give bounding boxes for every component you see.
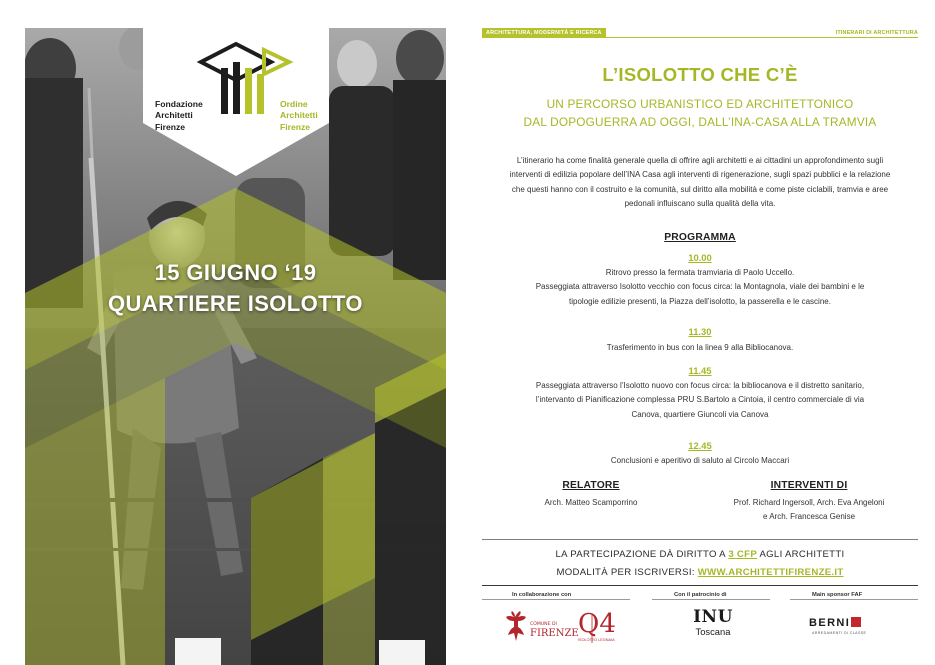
divider <box>482 585 918 586</box>
relatore-heading: RELATORE <box>562 480 620 491</box>
schedule-time: 11.30 <box>688 326 712 337</box>
cfp-notice: LA PARTECIPAZIONE DÀ DIRITTO A 3 CFP AGLI ARCHITETTI <box>555 549 845 560</box>
berni-logo: BERNI <box>809 617 861 629</box>
foundation-logo-text: Fondazione Architetti Firenze <box>155 99 203 132</box>
programma-heading: PROGRAMMA <box>664 232 736 243</box>
footer-rule <box>652 599 770 600</box>
footer-rule <box>482 599 630 600</box>
event-poster <box>25 28 446 665</box>
series-tag: ITINERARI DI ARCHITETTURA <box>835 30 918 36</box>
schedule-time: 10.00 <box>688 252 712 263</box>
q4-logo: Q4 ISOLOTTO LEGNAIA <box>578 609 616 642</box>
signup-link[interactable]: WWW.ARCHITETTIFIRENZE.IT <box>697 567 844 578</box>
poster-place: QUARTIERE ISOLOTTO <box>108 291 363 316</box>
inu-toscana-logo: INU Toscana <box>693 607 733 637</box>
category-tag: ARCHITETTURA, MODERNITÀ E RICERCA <box>482 28 606 38</box>
schedule-description: Ritrovo presso la fermata tramviaria di Paolo Uccello. Passeggiata attraverso Isolotto vecchio con focus circa: la Montagnola, viale dei bambini e le tipologie edilizie presenti, la Piazza dell’isolotto, la passerella e le cascine. <box>535 268 865 306</box>
berni-mark-icon <box>851 617 861 627</box>
schedule-description: Passeggiata attraverso l’Isolotto nuovo con focus circa: la bibliocanova e il distretto sanitario, l’intervanto di Pianificazione complessa PRU S.Bartolo a Cintoia, il centro commerciale di via Canova, quartiere Giuncoli via Canova <box>535 381 865 419</box>
collab-label: In collaborazione con <box>512 592 572 598</box>
interventi-heading: INTERVENTI DI <box>770 480 848 491</box>
event-title: L’ISOLOTTO CHE C’È <box>602 64 798 85</box>
comune-big-text: FIRENZE <box>530 628 579 639</box>
signup-notice: MODALITÀ PER ISCRIVERSI: WWW.ARCHITETTIFIRENZE.IT <box>556 567 844 578</box>
relatore-name: Arch. Matteo Scamporrino <box>544 498 638 507</box>
intro-paragraph: L’itinerario ha come finalità generale quella di offrire agli architetti e ai cittadini un approfondimento sugli interventi di edilizia popolare dell’INA Casa agli interventi di rigenerazione, sugli spazi pubblici e la relazione che questi hanno con il costruito e la comunità, sul diritto alla mobilità e come piste ciclabili, tramvia e aree pedonali influiscano sulla qualità della vita. <box>509 156 891 208</box>
schedule-description: Trasferimento in bus con la linea 9 alla Bibliocanova. <box>606 343 794 352</box>
interventi-names: Prof. Richard Ingersoll, Arch. Eva Angeloni e Arch. Francesca Genise <box>733 498 885 522</box>
berni-tagline: ARREDAMENTI DI CLASSE <box>812 631 867 635</box>
footer-rule <box>790 599 918 600</box>
event-info-panel <box>482 28 918 665</box>
schedule-description: Conclusioni e aperitivo di saluto al Circolo Maccari <box>610 456 790 465</box>
sponsor-label: Main sponsor FAF <box>812 592 863 598</box>
patrocinio-label: Con il patrocinio di <box>674 592 727 598</box>
divider <box>482 539 918 540</box>
schedule-time: 12.45 <box>688 440 712 451</box>
schedule-time: 11.45 <box>688 365 712 376</box>
poster-date: 15 GIUGNO ‘19 <box>154 260 317 285</box>
cfp-value: 3 CFP <box>728 549 758 560</box>
comune-small-text: COMUNE DI <box>530 622 557 627</box>
event-subtitle: UN PERCORSO URBANISTICO ED ARCHITETTONICO DAL DOPOGUERRA AD OGGI, DALL’INA-CASA ALLA TRAMVIA <box>523 97 877 129</box>
order-logo-text: Ordine Architetti Firenze <box>280 99 318 132</box>
